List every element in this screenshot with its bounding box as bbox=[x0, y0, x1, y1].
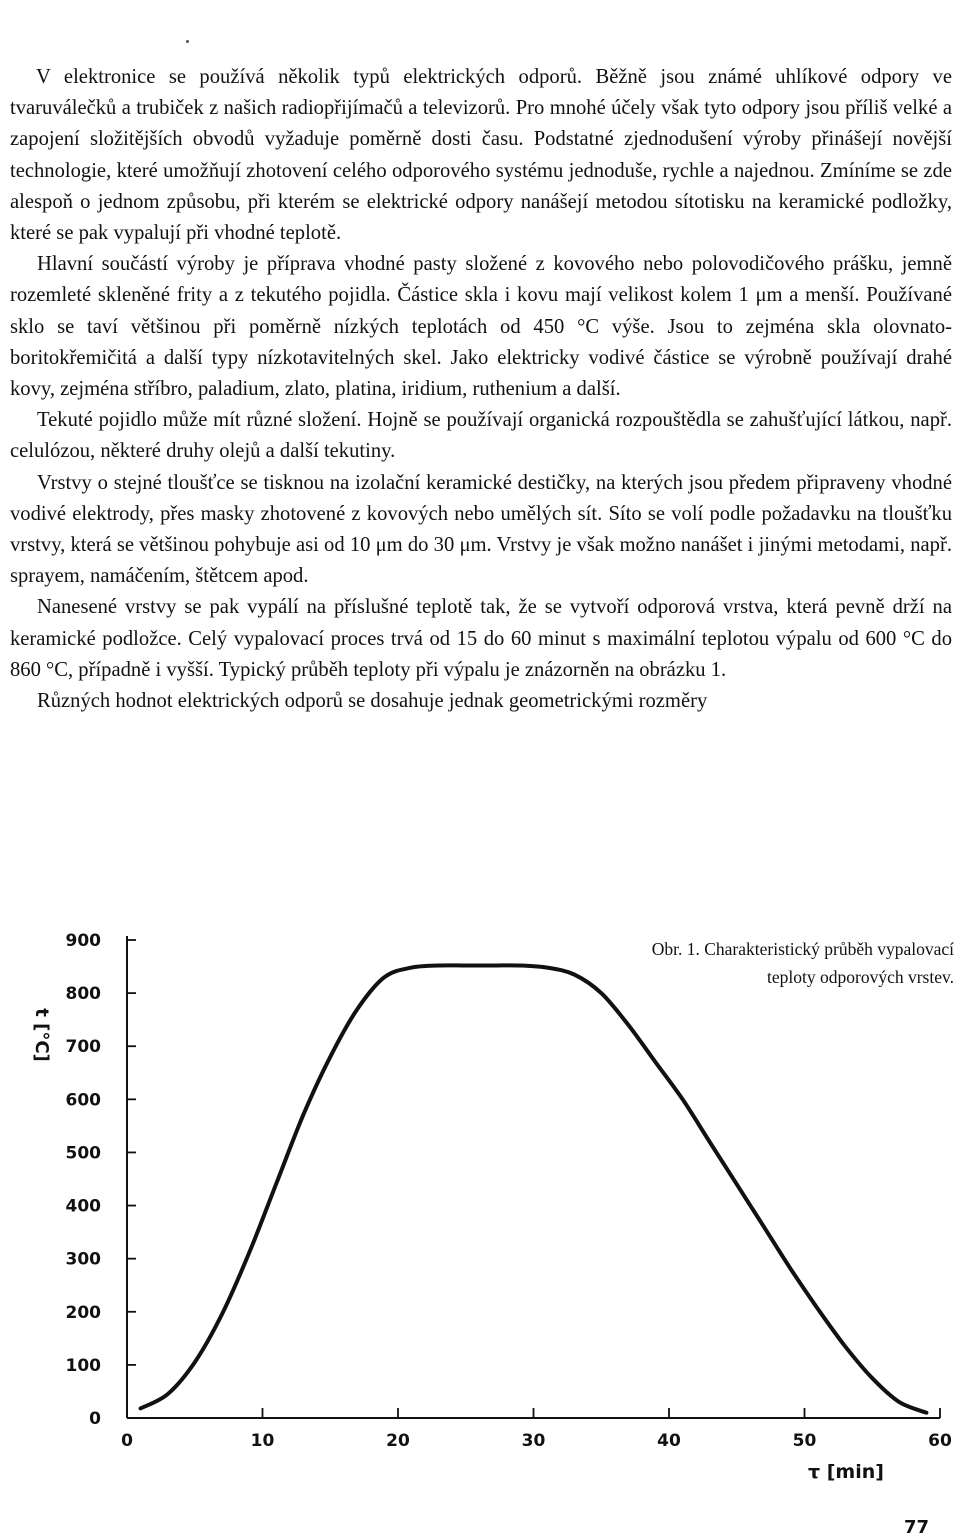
y-tick-label: 800 bbox=[65, 984, 101, 1005]
y-ticks bbox=[66, 931, 137, 1429]
y-tick-label: 900 bbox=[65, 931, 101, 951]
x-tick-label: 20 bbox=[386, 1431, 410, 1451]
y-tick-label: 100 bbox=[65, 1355, 101, 1376]
x-tick-label: 0 bbox=[121, 1431, 133, 1451]
chart-axes bbox=[127, 936, 940, 1418]
x-tick-label: 30 bbox=[521, 1431, 546, 1451]
paragraph: Vrstvy o stejné tloušťce se tisknou na izolační keramické destičky, na kterých jsou předem připraveny vhodné vodivé elektrody, přes masky zhotovené z kovových nebo umělých sít. Síto se volí podle požadavku na tloušťku vrstvy, která se většinou pohybuje asi od 10 μm do 30 μm. Vrstvy je však možno nanášet i jinými metodami, např. sprayem, namáčením, štětcem apod. bbox=[10, 471, 952, 588]
paragraph: Hlavní součástí výroby je příprava vhodné pasty složené z kovového nebo polovodičového prášku, jemně rozemleté skleněné frity a z tekutého pojidla. Částice skla i kovu mají velikost kolem 1 μm a menší. Používané sklo se taví většinou při poměrně nízkých teplotách od 450 °C výše. Jsou to zejména skla olovnato-boritokřemičitá a další typy nízkotavitelných skel. Jako elektricky vodivé částice se výrobně používají drahé kovy, zejména stříbro, paladium, zlato, platina, iridium, ruthenium a další. bbox=[10, 253, 952, 401]
page-number: 77 bbox=[904, 1517, 930, 1538]
y-tick-label: 500 bbox=[65, 1143, 101, 1164]
x-tick-label: 40 bbox=[657, 1431, 681, 1451]
paragraph: Různých hodnot elektrických odporů se dosahuje jednak geometrickými rozměry bbox=[37, 690, 708, 713]
y-tick-label: 400 bbox=[65, 1196, 101, 1217]
paragraph: Nanesené vrstvy se pak vypálí na příslušné teplotě tak, že se vytvoří odporová vrstva, která pevně drží na keramické podložce. Celý vypalovací proces trvá od 15 do 60 minut s maximální teplotou výpalu od 600 °C do 860 °C, případně i vyšší. Typický průběh teploty při výpalu je znázorněn na obrázku 1. bbox=[10, 596, 952, 681]
temperature-curve bbox=[141, 965, 927, 1412]
y-tick-label: 200 bbox=[65, 1302, 101, 1323]
paragraph: Tekuté pojidlo může mít různé složení. Hojně se používají organická rozpouštědla se zahušťující látkou, např. celulózou, některé druhy olejů a další tekutiny. bbox=[10, 409, 952, 463]
x-tick-label: 10 bbox=[250, 1431, 275, 1451]
figure-caption: Obr. 1. Charakteristický průběh vypalovací teploty odporových vrstev. bbox=[651, 939, 954, 987]
y-tick-label: 600 bbox=[65, 1090, 101, 1111]
x-tick-label: 60 bbox=[928, 1431, 952, 1451]
x-tick-label: 50 bbox=[792, 1431, 817, 1451]
y-axis-title: t [°C] bbox=[31, 1008, 53, 1062]
x-ticks bbox=[121, 1408, 952, 1451]
y-tick-label: 300 bbox=[65, 1249, 101, 1270]
paragraph: V elektronice se používá několik typů elektrických odporů. Běžně jsou známé uhlíkové odpory ve tvaruválečků a trubiček z našich radiopřijímačů a televizorů. Pro mnohé účely však tyto odpory jsou příliš velké a zapojení složitějších obvodů vyžaduje poměrně dosti času. Podstatné zjednodušení výroby přinášejí novější technologie, které umožňují zhotovení celého odporového systému jednoduše, rychle a najednou. Zmíníme se zde alespoň o jednom způsobu, při kterém se elektrické odpory nanášejí metodou sítotisku na keramické podložky, které se pak vypalují při vhodné teplotě. bbox=[10, 66, 952, 245]
x-axis-title: τ [min] bbox=[808, 1461, 884, 1483]
y-tick-label: 700 bbox=[65, 1037, 101, 1058]
y-tick-label: 0 bbox=[89, 1409, 101, 1429]
temperature-curve-group bbox=[141, 965, 927, 1412]
